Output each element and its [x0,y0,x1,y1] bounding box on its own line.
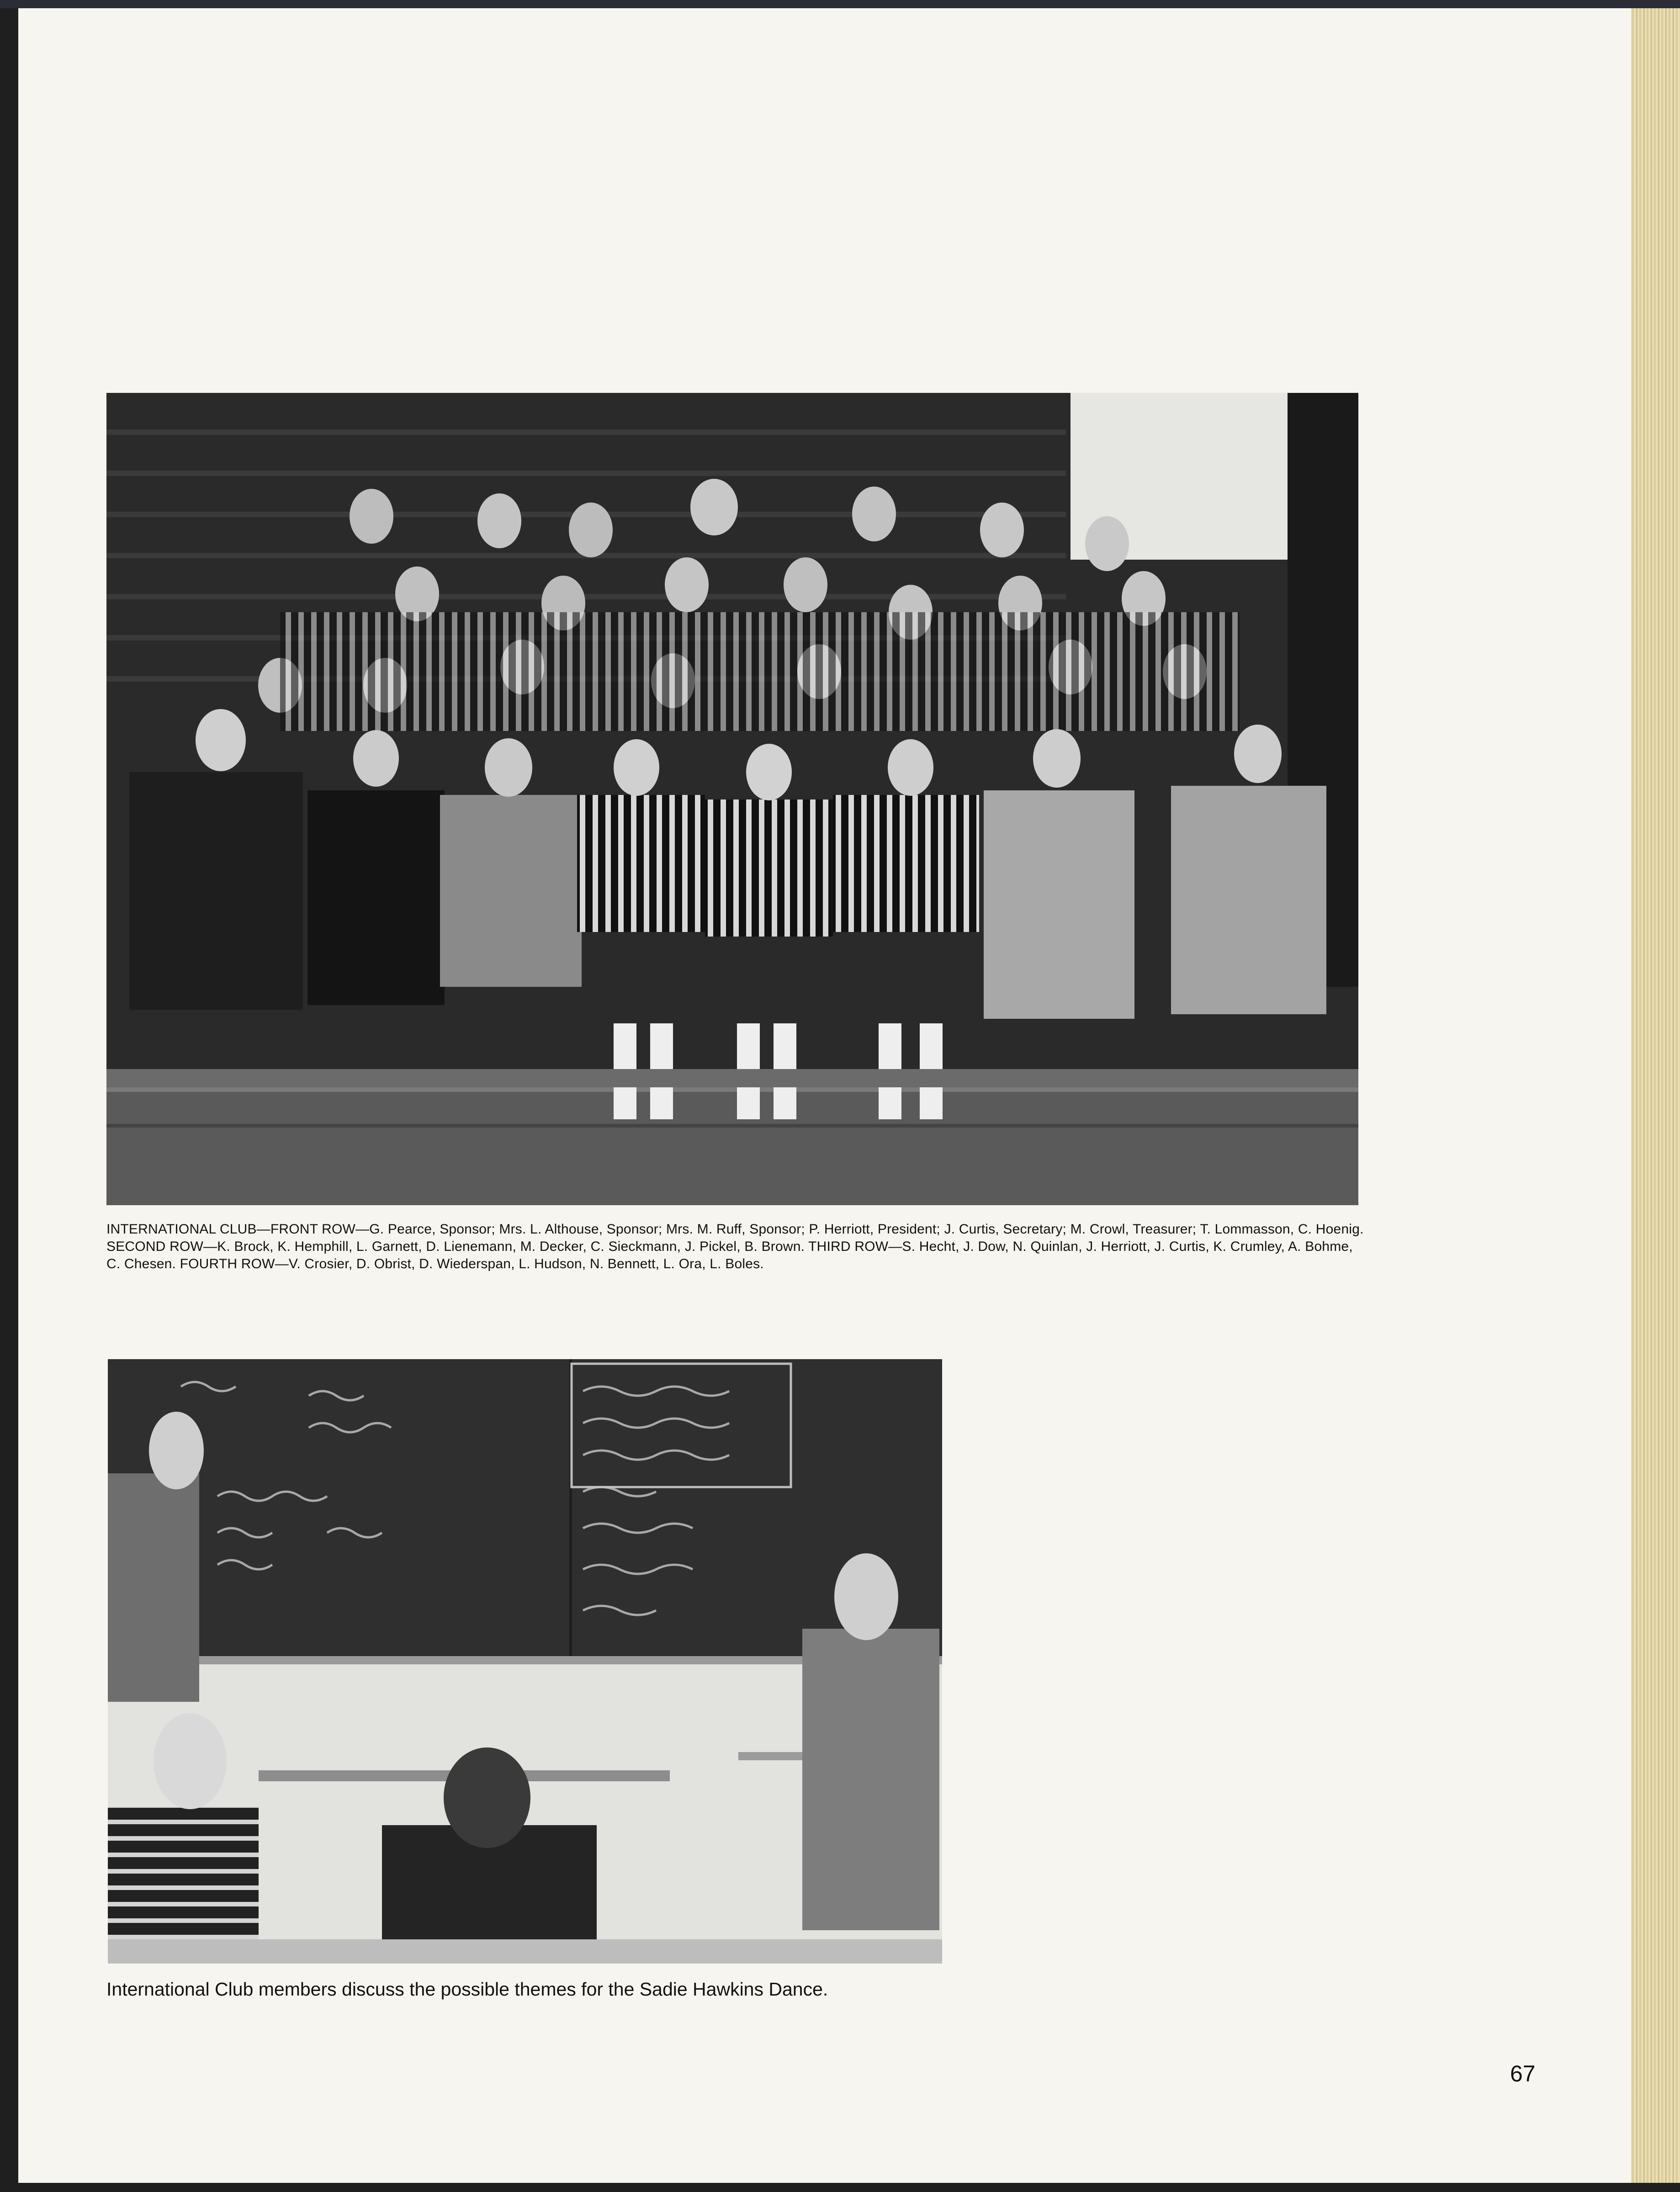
group-photo-image [106,393,1358,1205]
binding-edge [0,0,1680,8]
page-stack-edge [1631,8,1680,2183]
group-photo-caption: INTERNATIONAL CLUB—FRONT ROW—G. Pearce, Sponsor; Mrs. L. Althouse, Sponsor; Mrs. M. Ruff, Sponsor; P. Herriott, President; J. Curtis, Secretary; M. Crowl, Treasurer; T. Lommasson, C. Hoenig. SECOND ROW—K. Brock, K. Hemphill, L. Garnett, D. Lienemann, M. Decker, C. Sieckmann, J. Pickel, B. Brown. THIRD ROW—S. Hecht, J. Dow, N. Quinlan, J. Herriott, J. Curtis, K. Crumley, A. Bohme, C. Chesen. FOURTH ROW—V. Crosier, D. Obrist, D. Wiederspan, L. Hudson, N. Bennett, L. Ora, L. Boles. [106,1222,1364,1271]
page-number: 67 [1510,2061,1536,2086]
meeting-photo-caption: International Club members discuss the possible themes for the Sadie Hawkins Dance. [106,1979,828,2000]
meeting-photo [108,1359,942,1964]
meeting-photo-image [108,1359,942,1964]
group-photo [106,393,1358,1205]
